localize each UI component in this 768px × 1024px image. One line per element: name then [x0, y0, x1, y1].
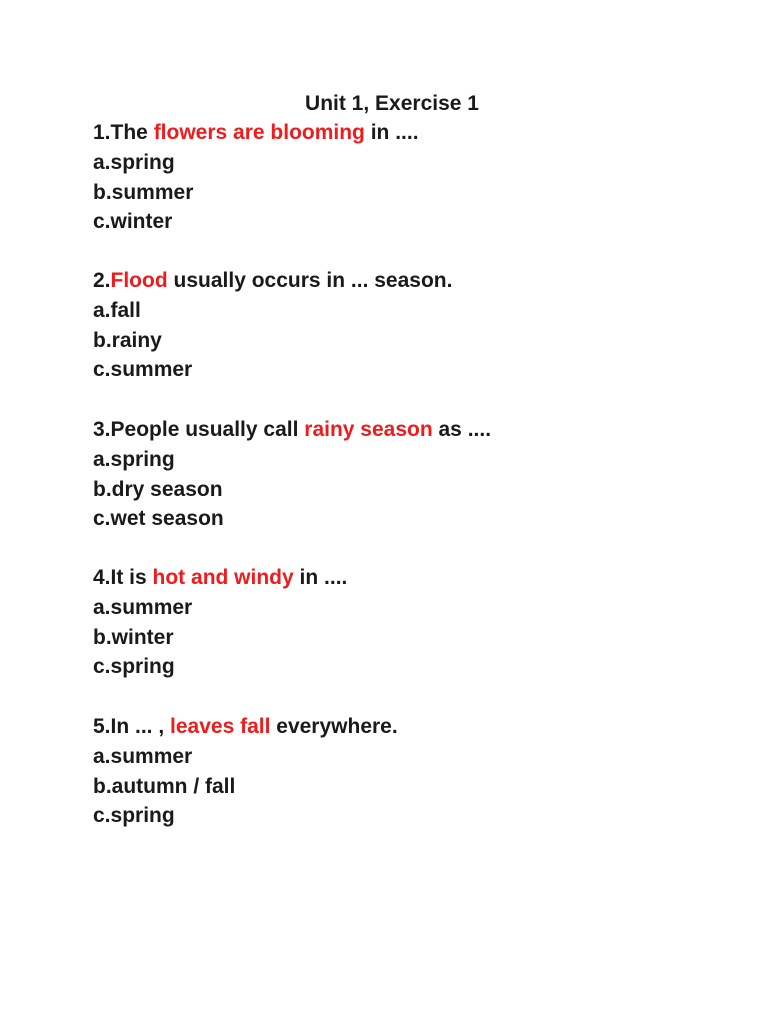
question-5	[93, 712, 398, 831]
question-1	[93, 118, 419, 237]
page-title: Unit 1, Exercise 1	[305, 92, 479, 115]
question-2	[93, 266, 452, 385]
question-text	[93, 415, 491, 445]
question-highlight: hot and windy	[152, 566, 294, 589]
question-prefix: 5.In ... ,	[93, 715, 171, 738]
question-suffix: everywhere.	[270, 715, 398, 738]
option-c: c.wet season	[93, 507, 224, 531]
question-prefix: 4.It is	[93, 566, 153, 589]
question-suffix: in ....	[364, 121, 419, 144]
option-a: a.spring	[93, 447, 175, 471]
question-suffix: in ....	[293, 566, 348, 589]
question-text	[93, 118, 419, 148]
option-c: c.summer	[93, 358, 193, 382]
option-b: b.winter	[93, 625, 174, 649]
option-b: b.autumn / fall	[93, 774, 236, 798]
option-b: b.summer	[93, 180, 194, 204]
question-text	[93, 266, 452, 296]
question-highlight: leaves fall	[170, 715, 271, 738]
question-highlight: Flood	[110, 269, 168, 292]
option-b: b.rainy	[93, 328, 162, 352]
question-4	[93, 563, 347, 682]
question-highlight: rainy season	[304, 418, 433, 441]
question-prefix: 1.The	[93, 121, 154, 144]
question-suffix: as ....	[432, 418, 492, 441]
option-a: a.summer	[93, 744, 193, 768]
question-text	[93, 712, 398, 742]
option-a: a.summer	[93, 595, 193, 619]
question-highlight: flowers are blooming	[153, 121, 365, 144]
question-3	[93, 415, 491, 534]
option-c: c.spring	[93, 655, 175, 679]
question-text	[93, 563, 347, 593]
question-prefix: 3.People usually call	[93, 418, 305, 441]
option-c: c.winter	[93, 210, 173, 234]
question-suffix: usually occurs in ... season.	[167, 269, 453, 292]
option-a: a.fall	[93, 298, 141, 322]
question-prefix: 2.	[93, 269, 111, 292]
option-b: b.dry season	[93, 477, 223, 501]
option-a: a.spring	[93, 150, 175, 174]
option-c: c.spring	[93, 804, 175, 828]
